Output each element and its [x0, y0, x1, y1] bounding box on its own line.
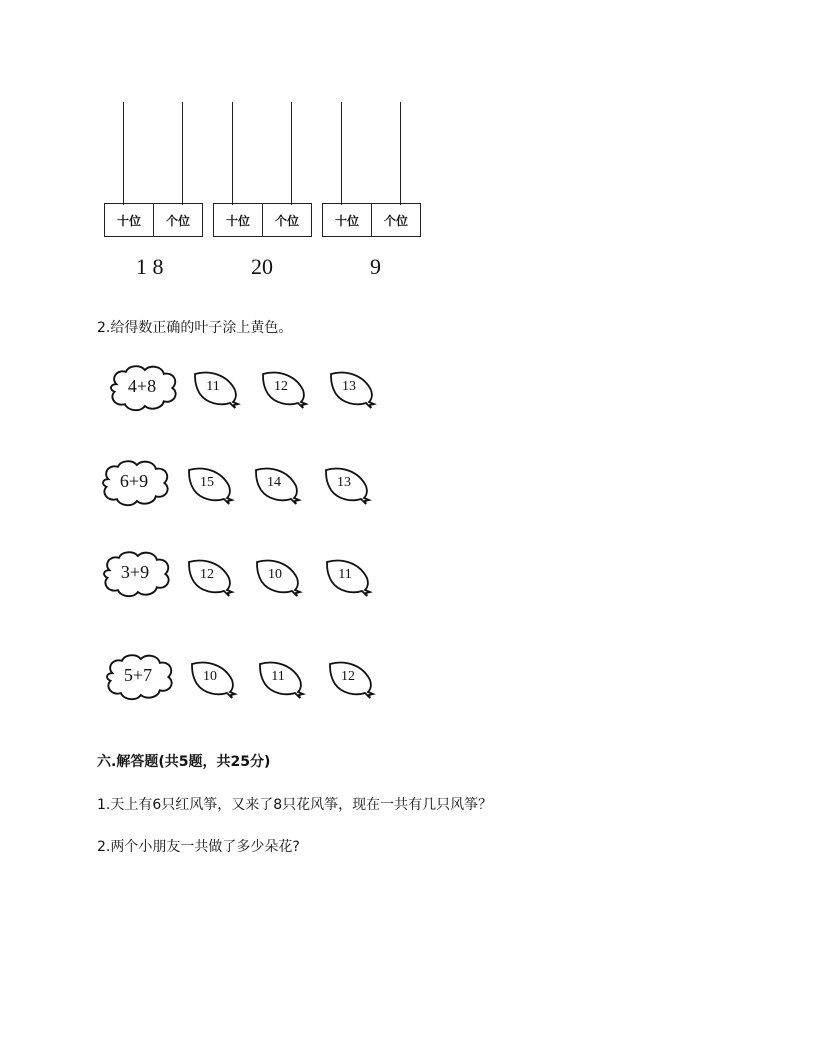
leaf-value: 13	[337, 475, 351, 490]
answer-leaf[interactable]	[326, 660, 376, 700]
expression-cloud	[101, 651, 175, 703]
answer-leaf[interactable]	[252, 466, 302, 506]
answer-leaf[interactable]	[323, 558, 373, 598]
abacus-1-tens-rod	[123, 102, 124, 205]
abacus-1-base	[104, 203, 203, 237]
expression-label: 3+9	[120, 562, 150, 582]
abacus-3-ones-rod	[400, 102, 401, 205]
abacus-3-number: 9	[370, 254, 381, 279]
leaf-value: 12	[274, 379, 288, 394]
abacus-3-ones-label: 个位	[371, 204, 420, 236]
abacus-2-tens-rod	[232, 102, 233, 205]
expression-cloud	[105, 362, 179, 414]
answer-leaf[interactable]	[259, 370, 309, 410]
leaf-value: 10	[203, 669, 217, 684]
abacus-2-tens-label: 十位	[225, 213, 250, 228]
abacus-3-tens-rod	[341, 102, 342, 205]
abacus-3-tens-label: 十位	[334, 213, 359, 228]
abacus-1-tens-label: 十位	[116, 213, 141, 228]
section-6-heading: 六.解答题(共5题，共25分)	[97, 754, 271, 770]
expression-label: 5+7	[123, 665, 153, 685]
expression-cloud	[98, 548, 172, 600]
abacus-2-ones-label: 个位	[262, 204, 311, 236]
expression-label: 6+9	[119, 471, 149, 491]
answer-leaf[interactable]	[327, 370, 377, 410]
section-6-question-2: 2.两个小朋友一共做了多少朵花?	[97, 839, 300, 855]
abacus-1-number: 1 8	[136, 254, 164, 279]
leaf-value: 15	[200, 475, 214, 490]
abacus-1-ones-rod	[182, 102, 183, 205]
leaf-value: 13	[342, 379, 356, 394]
abacus-2-ones-rod	[291, 102, 292, 205]
expression-label: 4+8	[127, 376, 157, 396]
answer-leaf[interactable]	[188, 660, 238, 700]
answer-leaf[interactable]	[256, 660, 306, 700]
abacus-3-base	[322, 203, 421, 237]
answer-leaf[interactable]	[253, 558, 303, 598]
abacus-1-ones-label: 个位	[153, 204, 202, 236]
answer-leaf[interactable]	[185, 466, 235, 506]
abacus-2-base	[213, 203, 312, 237]
leaf-value: 12	[200, 567, 214, 582]
leaf-value: 12	[341, 669, 355, 684]
leaf-value: 14	[267, 475, 281, 490]
leaf-value: 11	[338, 567, 352, 582]
leaf-value: 11	[271, 669, 285, 684]
question-2-text: 2.给得数正确的叶子涂上黄色。	[97, 320, 293, 336]
answer-leaf[interactable]	[322, 466, 372, 506]
answer-leaf[interactable]	[191, 370, 241, 410]
answer-leaf[interactable]	[185, 558, 235, 598]
expression-cloud	[97, 457, 171, 509]
leaf-value: 11	[206, 379, 220, 394]
section-6-question-1: 1.天上有6只红风筝，又来了8只花风筝，现在一共有几只风筝？	[97, 797, 493, 813]
abacus-2-number: 20	[251, 254, 273, 279]
leaf-value: 10	[268, 567, 282, 582]
